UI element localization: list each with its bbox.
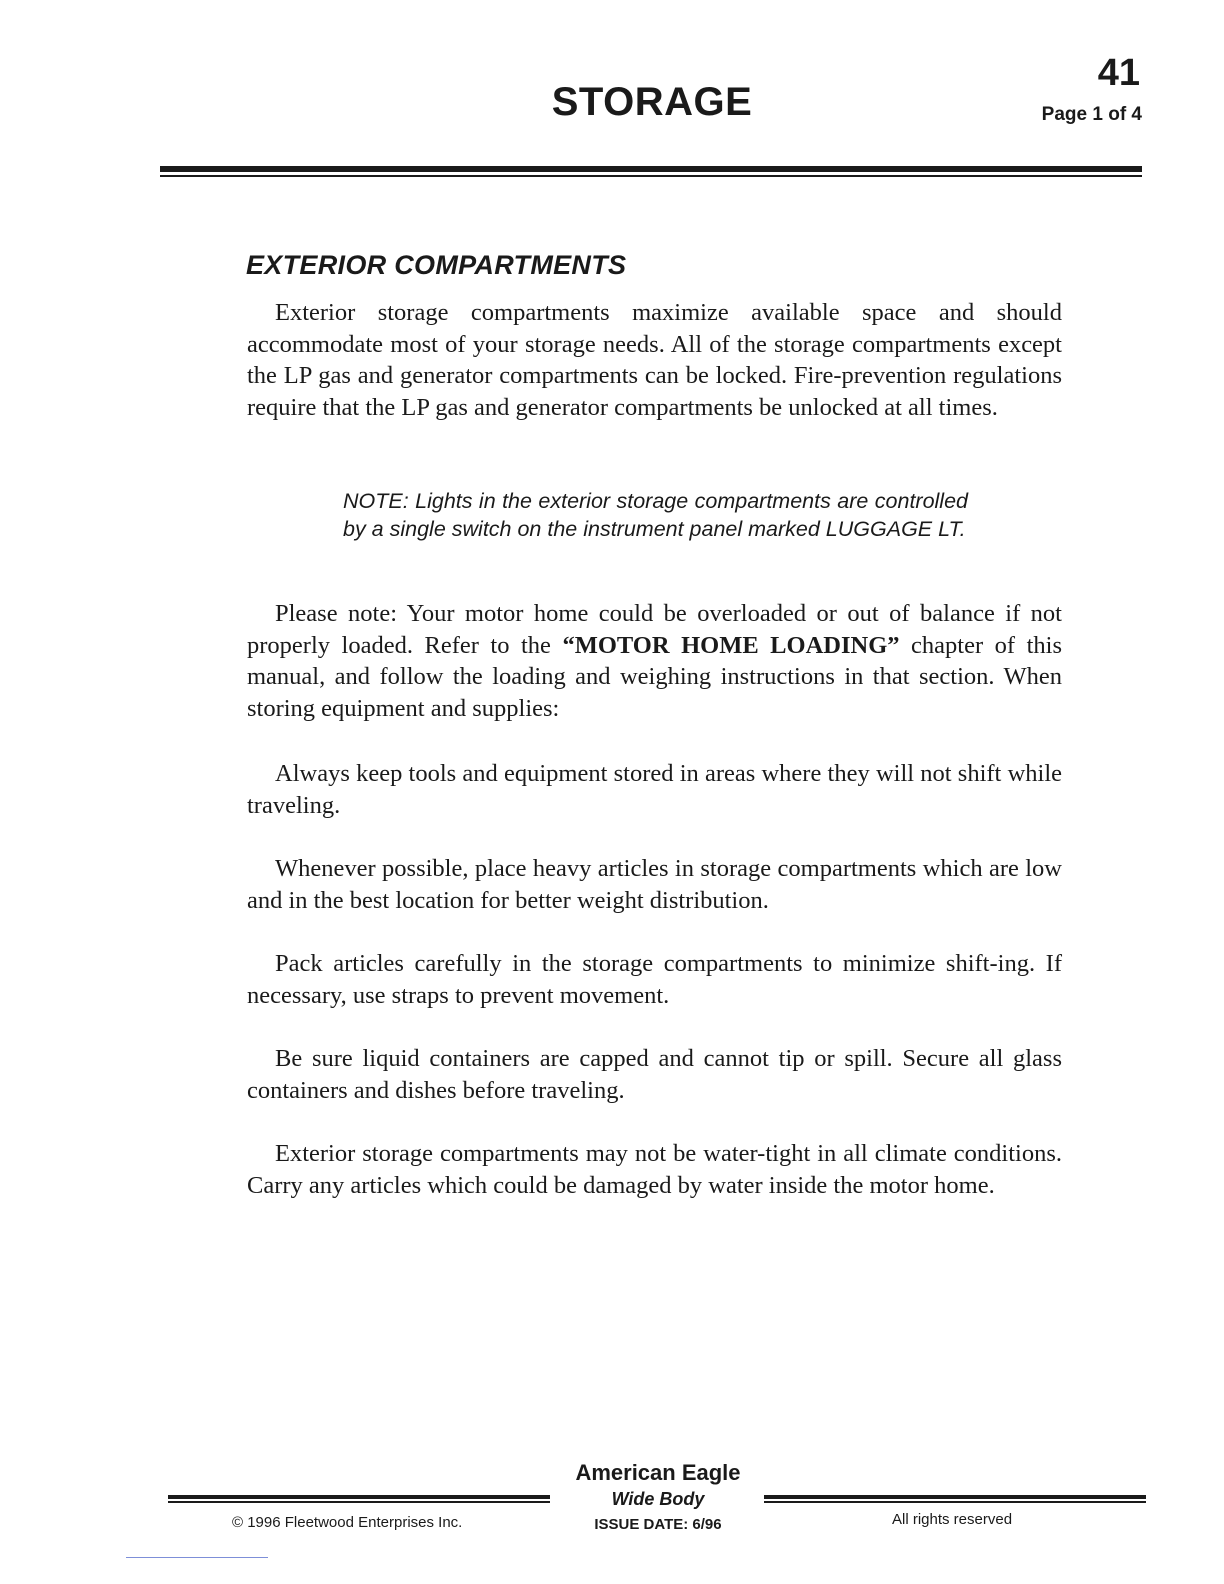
page-number: 41 [1097, 52, 1140, 94]
header-rule-thin [160, 175, 1142, 177]
footer-rights: All rights reserved [892, 1511, 1013, 1528]
footer-copyright: © 1996 Fleetwood Enterprises Inc. [232, 1514, 463, 1531]
footer-rule-right-thin [764, 1501, 1146, 1503]
note-luggage-lights: NOTE: Lights in the exterior storage compartments are controlled by a single switch on the instrument panel marked LUGGAGE LT. [343, 489, 968, 541]
chapter-reference: “MOTOR HOME LOADING” [562, 631, 900, 659]
paragraph-loading-note [247, 598, 1062, 724]
page-title: STORAGE [551, 80, 753, 124]
paragraph-keep-tools: Always keep tools and equipment stored in areas where they will not shift while traveling. [247, 760, 1062, 819]
footer-model: Wide Body [611, 1489, 705, 1509]
section-heading: EXTERIOR COMPARTMENTS [246, 250, 627, 280]
page-of-count: Page 1 of 4 [1041, 104, 1142, 125]
loading-note-text-start: Please note: Your motor home could be overloaded or out of balance if not properly loaded. Refer to the [247, 600, 1062, 659]
paragraph-heavy-articles: Whenever possible, place heavy articles in storage compartments which are low and in the best location for better weight distribution. [247, 855, 1062, 914]
paragraph-pack-articles: Pack articles carefully in the storage compartments to minimize shift-ing. If necessary, use straps to prevent movement. [247, 950, 1062, 1009]
footer-brand: American Eagle [575, 1460, 741, 1485]
footer-rule-right [764, 1495, 1146, 1499]
footer-rule-left [168, 1495, 550, 1499]
loading-note-text-end: chapter of this manual, and follow the loading and weighing instructions in that section. When storing equipment and supplies: [247, 631, 1062, 722]
header-rule [160, 166, 1142, 172]
paragraph-water-tight: Exterior storage compartments may not be water-tight in all climate conditions. Carry any articles which could be damaged by water inside the motor home. [247, 1140, 1062, 1199]
footer-rule-left-thin [168, 1501, 550, 1503]
paragraph-liquid-containers: Be sure liquid containers are capped and cannot tip or spill. Secure all glass containers and dishes before traveling. [247, 1045, 1062, 1104]
footer-issue-date: ISSUE DATE: 6/96 [594, 1516, 722, 1533]
scan-artifact-line [126, 1557, 268, 1558]
paragraph-exterior-compartments: Exterior storage compartments maximize available space and should accommodate most of your storage needs. All of the storage compartments except the LP gas and generator compartments can be locked. Fire-prevention regulations require that the LP gas and generator compartments be unlocked at all times. [247, 299, 1062, 421]
